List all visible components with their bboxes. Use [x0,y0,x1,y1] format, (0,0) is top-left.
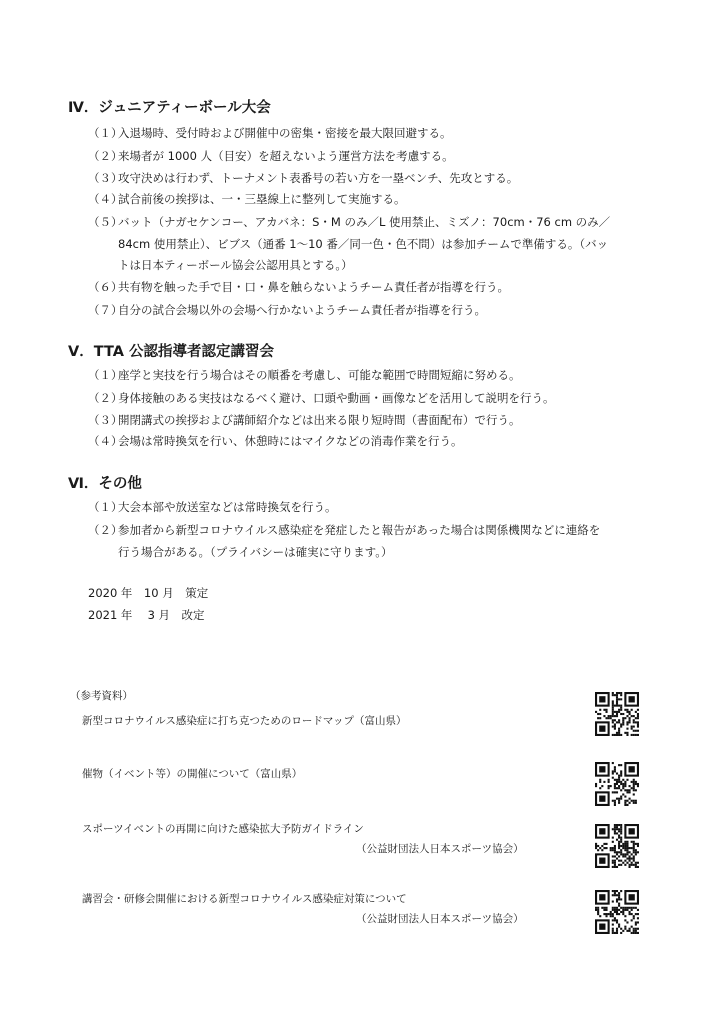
item-number: （３） [88,171,123,185]
reference-title[interactable]: スポーツイベントの再開に向けた感染拡大予防ガイドライン [82,823,364,835]
qr-code-icon[interactable] [595,890,639,934]
qr-code-icon[interactable] [595,692,639,736]
item-number: （１） [88,126,123,140]
item-text: バット（ナガセケンコー、アカバネ：S・M のみ／L 使用禁止、ミズノ：70cm・76 cm のみ／ [118,215,611,229]
item-text: 試合前後の挨拶は、一・三塁線上に整列して実施する。 [118,192,406,206]
item-text: 行う場合がある。（プライバシーは確実に守ります。） [118,545,393,559]
item-text: 84cm 使用禁止）、ビブス（通番 1～10 番／同一色・色不問）は参加チームで準備する。（バッ [118,237,609,251]
item-text: 大会本部や放送室などは常時換気を行う。 [118,500,337,514]
item-text: 攻守決めは行わず、トーナメント表番号の若い方を一塁ベンチ、先攻とする。 [118,171,519,185]
item-text: 自分の試合会場以外の会場へ行かないようチーム責任者が指導を行う。 [118,303,486,317]
date-established: 2020 年 10 月 策定 [88,586,209,600]
reference-source: （公益財団法人日本スポーツ協会） [356,913,524,925]
reference-title[interactable]: 新型コロナウイルス感染症に打ち克つためのロードマップ（富山県） [82,715,407,727]
reference-title[interactable]: 催物（イベント等）の開催について（富山県） [82,768,303,780]
item-number: （１） [88,368,123,382]
item-number: （３） [88,413,123,427]
item-text: 開閉講式の挨拶および講師紹介などは出来る限り短時間（書面配布）で行う。 [118,413,521,427]
item-text: 参加者から新型コロナウイルス感染症を発症したと報告があった場合は関係機関などに連絡を [118,523,601,537]
item-text: トは日本ティーボール協会公認用具とする。） [118,258,353,272]
item-text: 身体接触のある実技はなるべく避け、口頭や動画・画像などを活用して説明を行う。 [118,391,555,405]
item-number: （２） [88,523,123,537]
item-text: 会場は常時換気を行い、休憩時にはマイクなどの消毒作業を行う。 [118,434,463,448]
item-text: 来場者が 1000 人（目安）を超えないよう運営方法を考慮する。 [118,149,454,163]
item-number: （５） [88,215,123,229]
item-number: （４） [88,434,123,448]
item-number: （４） [88,192,123,206]
reference-title[interactable]: 講習会・研修会開催における新型コロナウイルス感染症対策について [82,893,407,905]
item-text: 入退場時、受付時および開催中の密集・密接を最大限回避する。 [118,126,452,140]
date-revised: 2021 年 3 月 改定 [88,608,205,622]
item-text: 共有物を触った手で目・口・鼻を触らないようチーム責任者が指導を行う。 [118,280,509,294]
section-title-tta-instructor-course: Ⅴ．TTA 公認指導者認定講習会 [68,344,274,360]
item-text: 座学と実技を行う場合はその順番を考慮し、可能な範囲で時間短縮に努める。 [118,368,521,382]
qr-code-icon[interactable] [595,824,639,868]
item-number: （１） [88,500,123,514]
qr-code-icon[interactable] [595,762,639,806]
item-number: （２） [88,149,123,163]
references-heading: （参考資料） [70,690,133,702]
item-number: （７） [88,303,123,317]
item-number: （２） [88,391,123,405]
reference-source: （公益財団法人日本スポーツ協会） [356,843,524,855]
section-title-junior-teeball: Ⅳ．ジュニアティーボール大会 [68,100,271,116]
section-title-other: Ⅵ．その他 [68,476,142,492]
item-number: （６） [88,280,123,294]
